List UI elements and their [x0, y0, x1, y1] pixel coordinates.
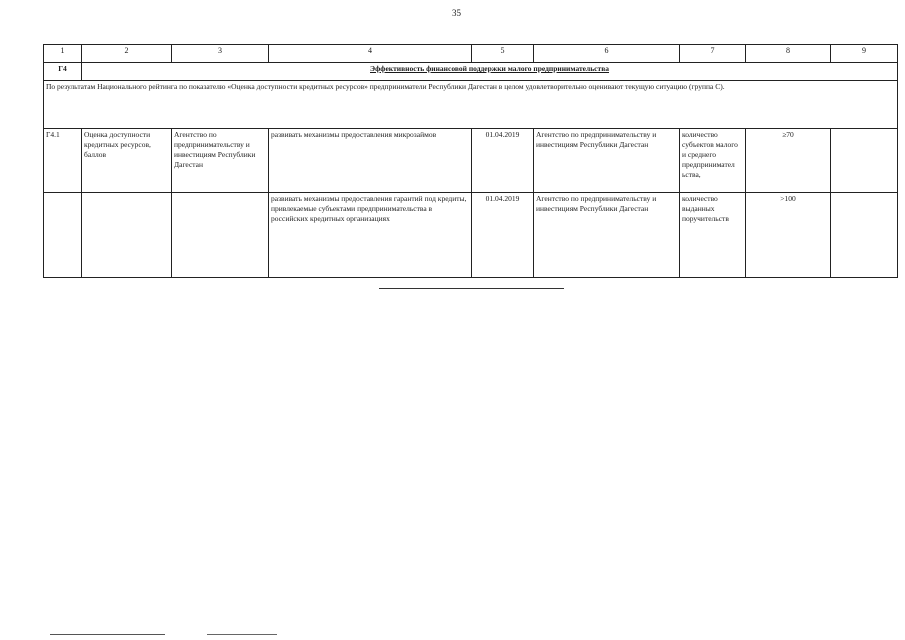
executor-cell: Агентство по предпринимательству и инвестициям Республики Дагестан — [534, 129, 680, 193]
section-note: По результатам Национального рейтинга по показателю «Оценка доступности кредитных ресурсов» предприниматели Республики Дагестан в целом удовлетворительно оценивают текущую ситуацию (группа С). — [44, 81, 898, 129]
col9-cell — [831, 129, 898, 193]
column-number: 6 — [534, 45, 680, 63]
column-number: 1 — [44, 45, 82, 63]
column-number: 8 — [746, 45, 831, 63]
measures-table — [43, 44, 898, 278]
responsible-cell: Агентство по предпринимательству и инвестициям Республики Дагестан — [172, 129, 269, 193]
section-row — [44, 63, 898, 81]
date-cell: 01.04.2019 — [472, 193, 534, 278]
column-number: 4 — [269, 45, 472, 63]
row-code: Г4.1 — [44, 129, 82, 193]
page-number: 35 — [452, 8, 461, 18]
scan-artifact-line — [207, 634, 277, 635]
column-number-row — [44, 45, 898, 63]
value-cell: >100 — [746, 193, 831, 278]
row-code — [44, 193, 82, 278]
measure-cell: развивать механизмы предоставления микрозаймов — [269, 129, 472, 193]
note-row — [44, 81, 898, 129]
measure-cell: развивать механизмы предоставления гарантий под кредиты, привлекаемые субъектами предпринимательства в российских кредитных организациях — [269, 193, 472, 278]
column-number: 5 — [472, 45, 534, 63]
metric-cell: количество выданных поручительств — [680, 193, 746, 278]
section-code: Г4 — [44, 63, 82, 81]
responsible-cell — [172, 193, 269, 278]
indicator-cell: Оценка доступности кредитных ресурсов, баллов — [82, 129, 172, 193]
scan-artifact-line — [50, 634, 165, 635]
footer-rule — [379, 288, 564, 289]
metric-cell: количество субъектов малого и среднего предпринимател ьства, — [680, 129, 746, 193]
executor-cell: Агентство по предпринимательству и инвестициям Республики Дагестан — [534, 193, 680, 278]
value-cell: ≥70 — [746, 129, 831, 193]
date-cell: 01.04.2019 — [472, 129, 534, 193]
section-title: Эффективность финансовой поддержки малого предпринимательства — [82, 63, 898, 81]
indicator-cell — [82, 193, 172, 278]
table-row — [44, 193, 898, 278]
table-row — [44, 129, 898, 193]
col9-cell — [831, 193, 898, 278]
column-number: 3 — [172, 45, 269, 63]
column-number: 9 — [831, 45, 898, 63]
column-number: 7 — [680, 45, 746, 63]
column-number: 2 — [82, 45, 172, 63]
